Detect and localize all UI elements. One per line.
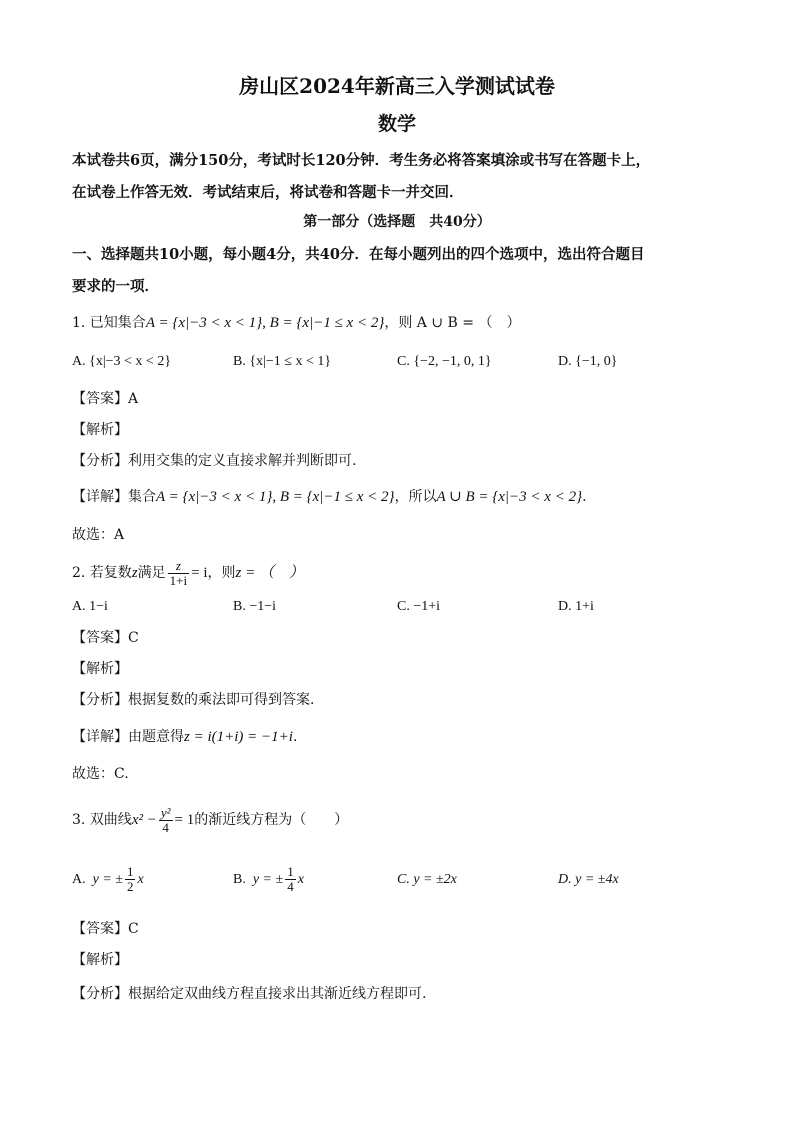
section-line-1: 一、选择题共10小题，每小题4分，共40分．在每小题列出的四个选项中，选出符合题目 <box>72 246 645 263</box>
q3-a-num: 1 <box>126 864 134 880</box>
answer-label: 【答案】 <box>72 630 128 646</box>
q2-end: z = （ ） <box>235 565 304 581</box>
q3-a-post: x <box>137 872 144 887</box>
q3-b-label: B. <box>233 872 246 887</box>
fenxi-label: 【分析】 <box>72 692 128 708</box>
question-2-stem <box>72 556 304 590</box>
q3-b-num: 1 <box>287 864 294 880</box>
q3-fenxi <box>72 985 426 1003</box>
q1-detail-math2: A ∪ B = {x|−3 < x < 2} <box>436 489 583 505</box>
q1-fenxi <box>72 452 356 470</box>
q2-option-a: A. 1−i <box>72 599 108 614</box>
q2-detail-end: . <box>292 729 298 745</box>
q3-fenxi-text: 根据给定双曲线方程直接求出其渐近线方程即可. <box>128 986 427 1002</box>
intro-line-1: 本试卷共6页，满分150分，考试时长120分钟．考生务必将答案填涂或书写在答题卡上， <box>72 152 651 169</box>
q3-a-label: A. <box>72 872 86 887</box>
question-3-stem <box>72 803 348 837</box>
q1-answer-value: A <box>128 391 139 407</box>
fenxi-label: 【分析】 <box>72 986 128 1002</box>
q2-choice <box>72 765 129 783</box>
q2-detail-prefix: 由题意得 <box>128 729 184 745</box>
q3-answer <box>72 920 139 938</box>
q3-b-fraction <box>285 865 296 894</box>
q1-fenxi-text: 利用交集的定义直接求解并判断即可. <box>128 453 357 469</box>
q2-suffix: ，则 <box>207 565 236 581</box>
intro-line-2: 在试卷上作答无效．考试结束后，将试卷和答题卡一并交回． <box>72 184 464 201</box>
q2-answer-value: C <box>128 630 139 646</box>
q2-frac-num: z <box>168 559 189 574</box>
q2-eq: = i <box>191 565 208 581</box>
q3-a-fraction <box>125 865 136 894</box>
q2-var: z <box>131 565 138 581</box>
q2-option-b: B. −1−i <box>233 599 277 614</box>
answer-label: 【答案】 <box>72 921 128 937</box>
q3-option-d: D. y = ±4x <box>558 872 619 887</box>
q1-option-c: C. {−2, −1, 0, 1} <box>397 354 492 369</box>
q3-option-a <box>72 862 144 898</box>
q3-frac-num: y² <box>160 804 171 820</box>
q3-b-den: 4 <box>287 879 294 895</box>
q1-option-a: A. {x|−3 < x < 2} <box>72 354 172 369</box>
q1-detail-math: A = {x|−3 < x < 1}, B = {x|−1 ≤ x < 2} <box>156 489 395 505</box>
q1-detail <box>72 488 587 506</box>
q3-x2: x² − <box>131 812 157 828</box>
q2-prefix: 2. 若复数 <box>72 565 132 581</box>
q1-detail-end: . <box>582 489 587 505</box>
q2-fenxi-text: 根据复数的乘法即可得到答案. <box>128 692 315 708</box>
q3-answer-value: C <box>128 921 139 937</box>
q3-analysis-label: 【解析】 <box>72 952 128 968</box>
section-line-2: 要求的一项． <box>72 278 159 295</box>
q1-answer <box>72 390 138 408</box>
q2-fenxi <box>72 691 314 709</box>
q2-detail <box>72 728 297 746</box>
q1-set-a: A = {x|−3 < x < 1} <box>145 315 263 331</box>
q3-a-pre: y = ± <box>92 872 123 887</box>
q2-option-d: D. 1+i <box>558 599 594 614</box>
q3-prefix: 3. 双曲线 <box>72 812 132 828</box>
part-heading: 第一部分（选择题 共40分） <box>303 214 491 230</box>
q2-mid: 满足 <box>137 565 166 581</box>
exam-title: 房山区2024年新高三入学测试试卷 <box>239 74 555 98</box>
q1-detail-prefix: 集合 <box>128 489 156 505</box>
q1-option-d: D. {−1, 0} <box>558 354 618 369</box>
q3-frac-den: 4 <box>162 819 169 835</box>
q2-choice-value: C. <box>114 766 129 782</box>
q2-frac-den: 1+i <box>169 572 188 588</box>
detail-label: 【详解】 <box>72 489 128 505</box>
choice-label: 故选： <box>72 527 114 543</box>
detail-label: 【详解】 <box>72 729 128 745</box>
fenxi-label: 【分析】 <box>72 453 128 469</box>
q2-detail-math: z = i(1+i) = −1+i <box>184 729 293 745</box>
q1-analysis-label: 【解析】 <box>72 422 128 438</box>
choice-label: 故选： <box>72 766 114 782</box>
q2-answer <box>72 629 139 647</box>
q1-choice-value: A <box>114 527 125 543</box>
q3-b-post: x <box>297 872 304 887</box>
subject-title: 数学 <box>377 113 416 135</box>
q1-set-b: , B = {x|−1 ≤ x < 2} <box>262 315 385 331</box>
question-1-stem <box>72 314 520 332</box>
q3-eq: = 1 <box>174 812 195 828</box>
q2-option-c: C. −1+i <box>397 599 441 614</box>
q3-option-b <box>233 862 304 898</box>
q1-option-b: B. {x|−1 ≤ x < 1} <box>233 354 332 369</box>
q3-option-c: C. y = ±2x <box>397 872 457 887</box>
q3-suffix: 的渐近线方程为（ ） <box>194 812 349 828</box>
q1-detail-mid: ，所以 <box>394 489 437 505</box>
q1-prefix: 1. 已知集合 <box>72 315 146 331</box>
q3-b-pre: y = ± <box>252 872 284 887</box>
answer-label: 【答案】 <box>72 391 128 407</box>
q3-a-den: 2 <box>126 879 134 895</box>
q1-choice <box>72 526 124 544</box>
q2-analysis-label: 【解析】 <box>72 661 128 677</box>
q2-fraction <box>168 559 189 588</box>
q1-suffix: ，则 A ∪ B = （ ） <box>384 315 521 331</box>
q3-fraction <box>159 806 173 835</box>
